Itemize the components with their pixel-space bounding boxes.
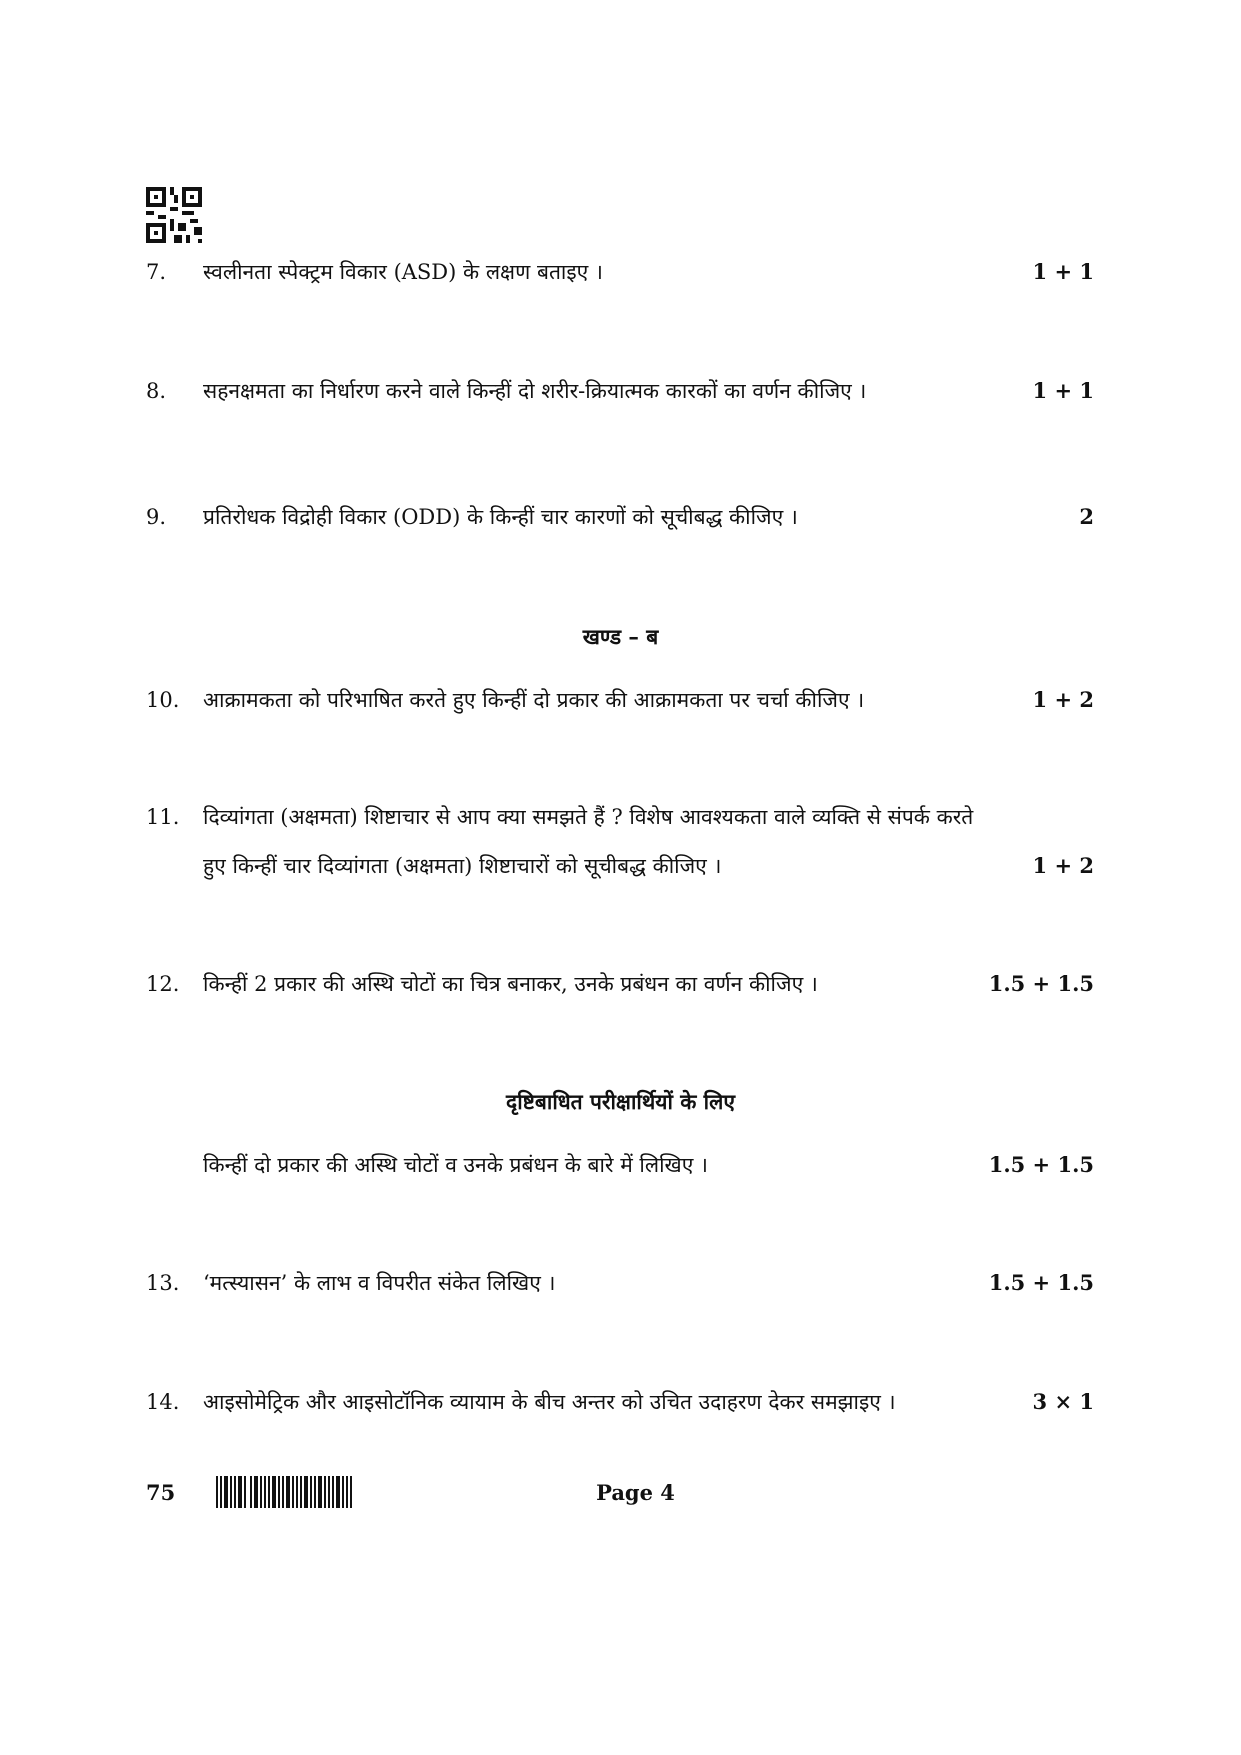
question-number: 8.	[146, 379, 167, 403]
question-text: आक्रामकता को परिभाषित करते हुए किन्हीं दो प्रकार की आक्रामकता पर चर्चा कीजिए ।	[203, 688, 865, 712]
page-number: Page 4	[596, 1480, 675, 1505]
question-number: 9.	[146, 505, 167, 529]
question-marks: 1 + 1	[1032, 259, 1094, 284]
question-number: 11.	[146, 805, 180, 829]
page-number-container	[0, 1480, 1241, 1505]
question-number: 12.	[146, 972, 180, 996]
question-number: 14.	[146, 1390, 180, 1414]
question-text: ‘मत्स्यासन’ के लाभ व विपरीत संकेत लिखिए ।	[203, 1271, 556, 1295]
visually-impaired-heading: दृष्टिबाधित परीक्षार्थियों के लिए	[506, 1089, 735, 1114]
question-text: सहनक्षमता का निर्धारण करने वाले किन्हीं दो शरीर-क्रियात्मक कारकों का वर्णन कीजिए ।	[203, 379, 867, 403]
paper-code: 75	[146, 1480, 176, 1505]
question-text: स्वलीनता स्पेक्ट्रम विकार (ASD) के लक्षण बताइए ।	[203, 260, 603, 284]
question-number: 7.	[146, 260, 167, 284]
question-marks: 1.5 + 1.5	[988, 971, 1094, 996]
question-marks: 1 + 2	[1032, 853, 1094, 878]
question-text: किन्हीं दो प्रकार की अस्थि चोटों व उनके प्रबंधन के बारे में लिखिए ।	[203, 1153, 708, 1177]
question-number: 13.	[146, 1271, 180, 1295]
question-text: आइसोमेट्रिक और आइसोटॉनिक व्यायाम के बीच अन्तर को उचित उदाहरण देकर समझाइए ।	[203, 1390, 896, 1414]
question-marks: 1.5 + 1.5	[988, 1152, 1094, 1177]
question-marks: 3 × 1	[1032, 1389, 1094, 1414]
question-marks: 1.5 + 1.5	[988, 1270, 1094, 1295]
question-marks: 2	[1079, 504, 1094, 529]
question-text: किन्हीं 2 प्रकार की अस्थि चोटों का चित्र बनाकर, उनके प्रबंधन का वर्णन कीजिए ।	[203, 972, 818, 996]
question-marks: 1 + 1	[1032, 378, 1094, 403]
question-text-line-1: दिव्यांगता (अक्षमता) शिष्टाचार से आप क्या समझते हैं ? विशेष आवश्यकता वाले व्यक्ति से संपर्क करते	[203, 805, 974, 829]
qr-code-icon	[146, 187, 202, 243]
section-heading: खण्ड – ब	[582, 624, 659, 649]
question-marks: 1 + 2	[1032, 687, 1094, 712]
question-text-line-2: हुए किन्हीं चार दिव्यांगता (अक्षमता) शिष्टाचारों को सूचीबद्ध कीजिए ।	[203, 854, 722, 878]
question-number: 10.	[146, 688, 180, 712]
question-text: प्रतिरोधक विद्रोही विकार (ODD) के किन्हीं चार कारणों को सूचीबद्ध कीजिए ।	[203, 505, 798, 529]
